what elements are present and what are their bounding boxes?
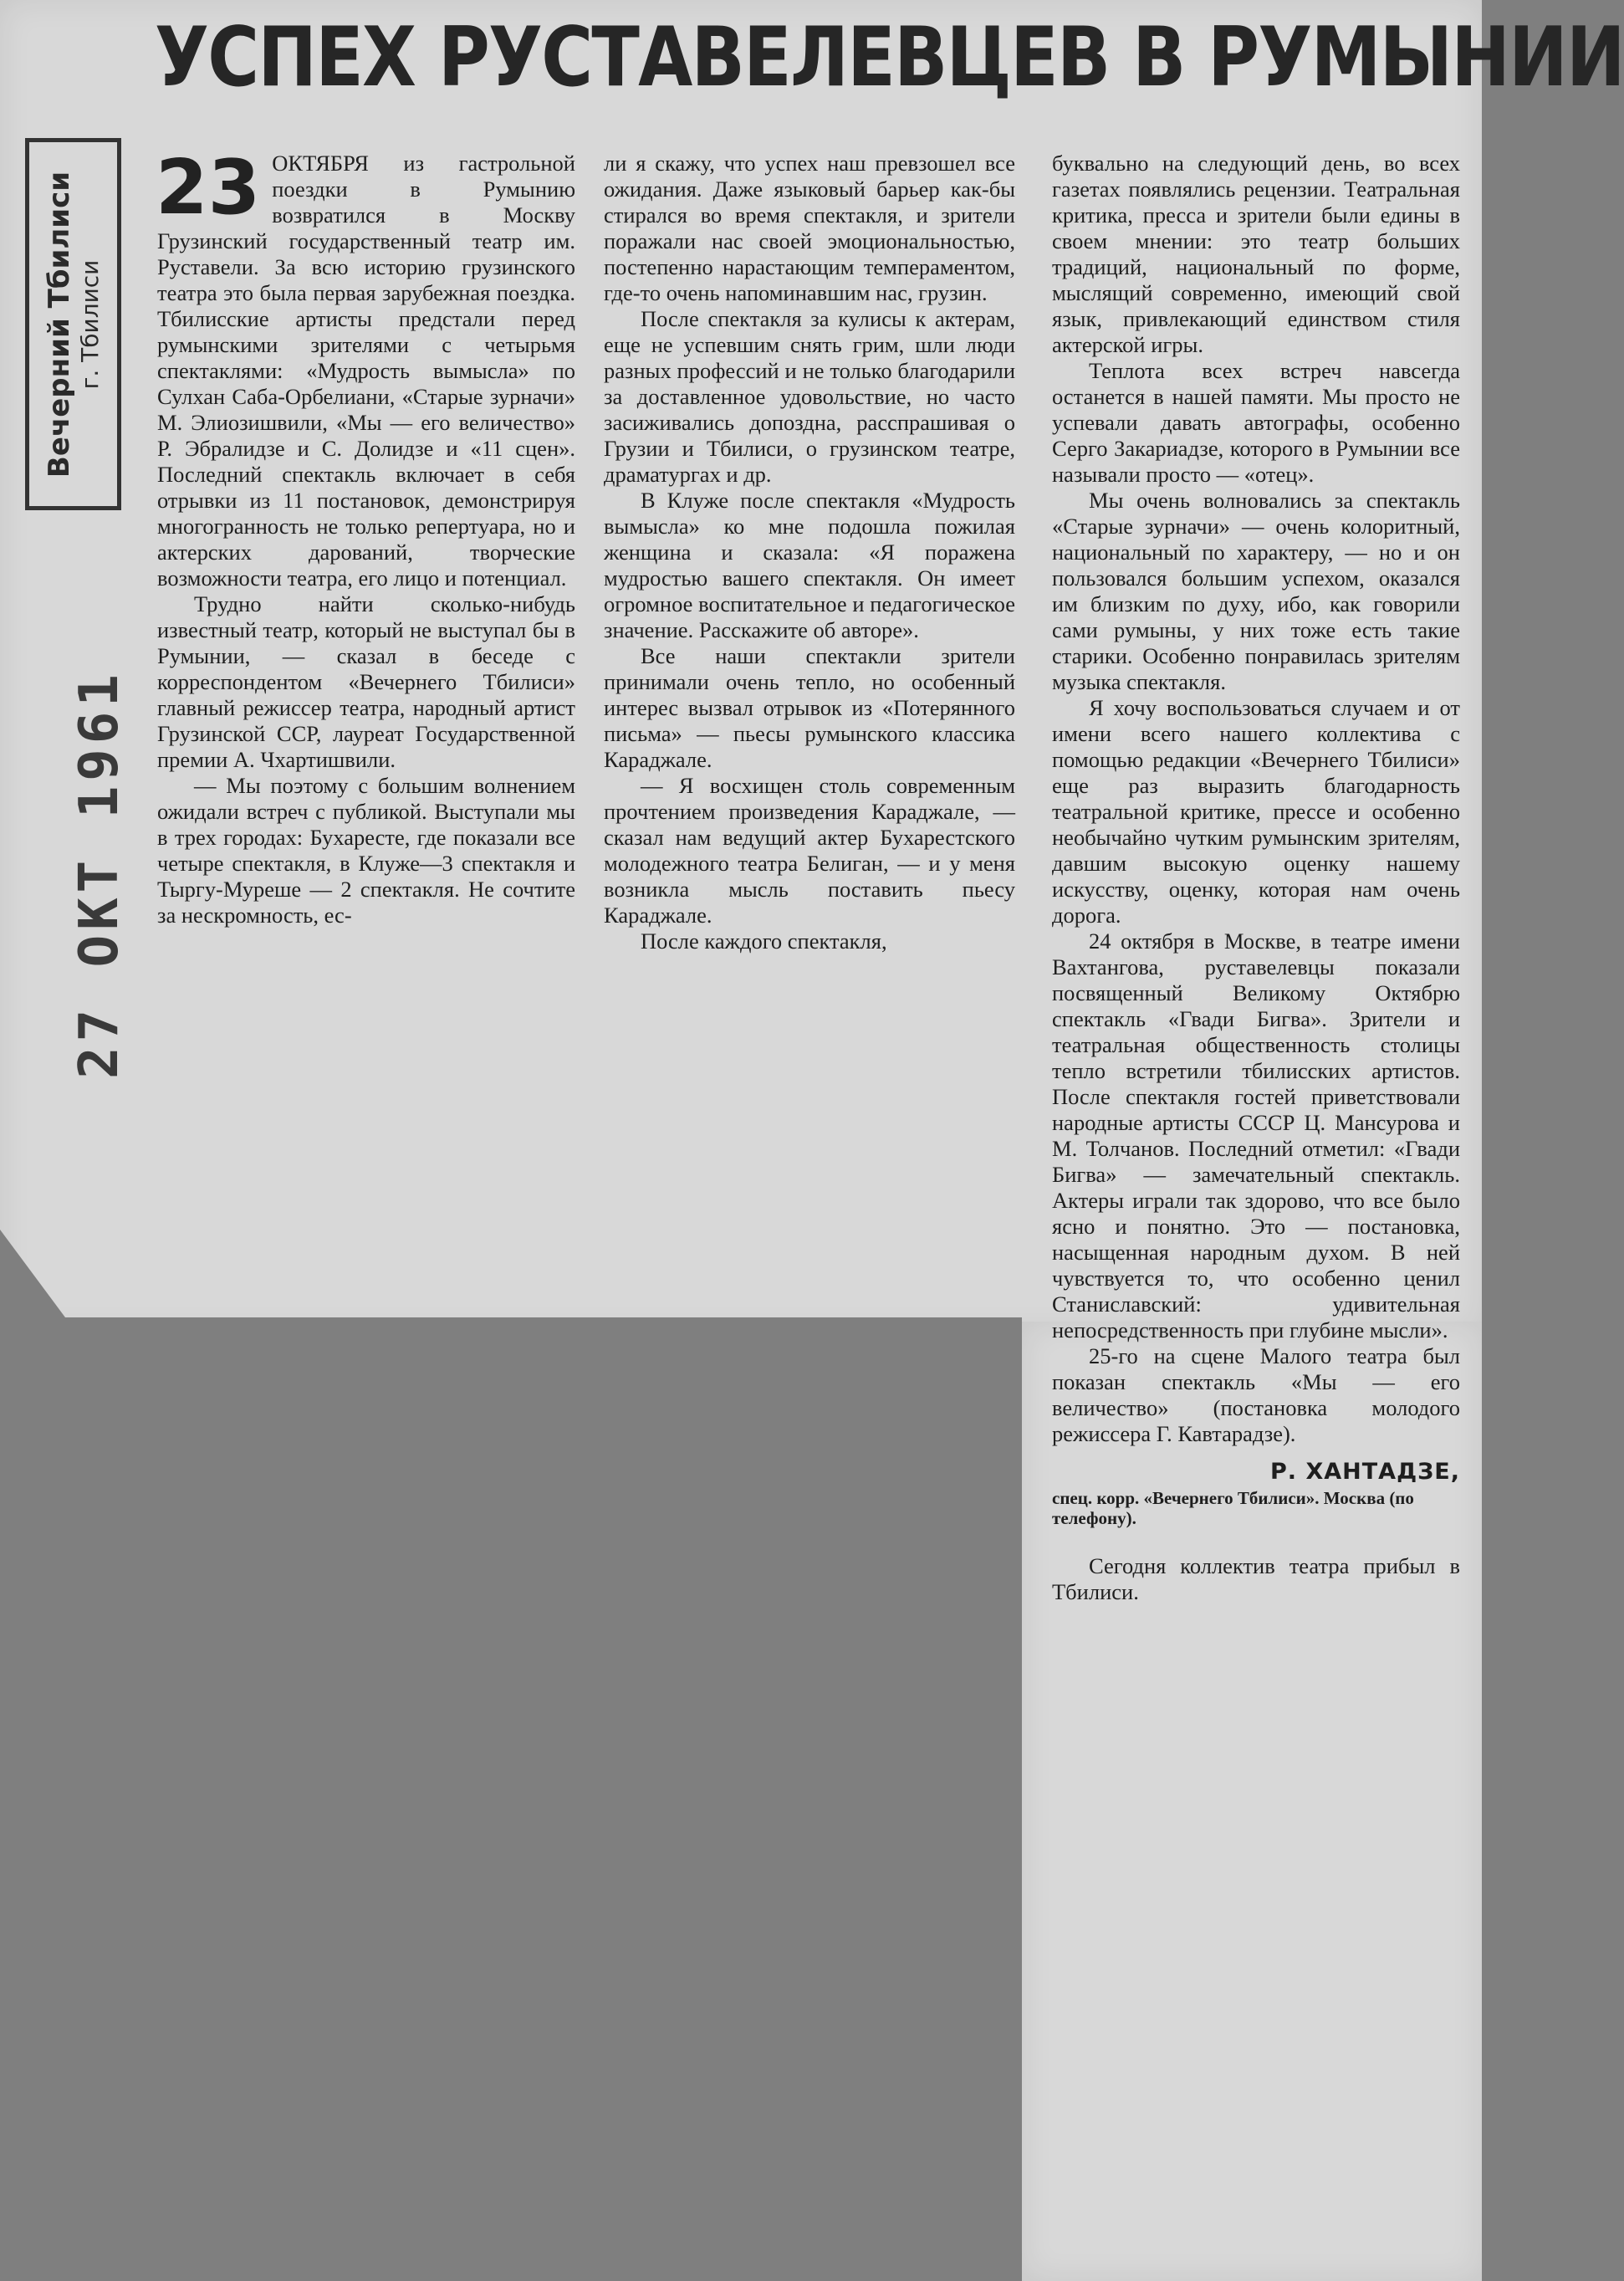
paragraph: Трудно найти сколько-нибудь известный театр, который не выступал бы в Румынии, — сказал в беседе с корреспондентом «Вечернего Тбилиси» главный режиссер театра, народный артист Грузинской ССР, лауреат Государственной премии А. Чхартишвили. [157,591,575,772]
column-3 [1052,151,1460,1605]
paragraph: — Мы поэтому с большим волнением ожидали встреч с публикой. Выступали мы в трех городах: Бухаресте, где показали все четыре спектакля, в Клуже—3 спектакля и Тыргу-Муреше — 2 спектакля. Не сочтите за нескромность, ес- [157,773,575,928]
author-byline: Р. ХАНТАДЗЕ, [1270,1459,1460,1485]
dropcap: 23 [156,144,261,232]
newspaper-stamp [25,138,121,510]
paragraph: 25-го на сцене Малого театра был показан спектакль «Мы — его величество» (постановка молодого режиссера Г. Кавтарадзе). [1052,1343,1460,1446]
paragraph: Теплота всех встреч навсегда останется в нашей памяти. Мы просто не успевали давать автографы, особенно Серго Закариадзе, которого в Румынии все называли просто — «отец». [1052,358,1460,487]
column-2 [604,151,1015,954]
paragraph: После каждого спектакля, [641,928,887,954]
paragraph: Мы очень волновались за спектакль «Старые зурначи» — очень колоритный, национальный по характеру, — но и он пользовался большим успехом, оказался им близким по духу, ибо, как говорили сами румыны, у них тоже есть такие старики. Особенно понравилась зрителям музыка спектакля. [1052,488,1460,694]
stamp-line2: г. Тбилиси [75,259,104,389]
paragraph: Все наши спектакли зрители принимали очень тепло, но особенный интерес вызвал отрывок из «Потерянного письма» — пьесы румынского классика Караджале. [604,643,1015,772]
date-stamp: 27 ОКТ 1961 [69,669,130,1079]
paragraph: 23 ОКТЯБРЯ из гастрольной поездки в Румынию возвратился в Москву Грузинский государственный театр им. Руставели. За всю историю грузинского театра это была первая зарубежная поездка. Тбилисские артисты предстали перед румынскими зрителями с четырьмя спектаклями: «Мудрость вымысла» по Сулхан Саба-Орбелиани, «Старые зурначи» М. Элиозишвили, «Мы — его величество» Р. Эбралидзе и С. Долидзе и «11 сцен». Последний спектакль включает в себя отрывки из 11 постановок, демонстрируя многогранность не только репертуара, но и актерских дарований, творческие возможности театра, его лицо и потенциал. [156,144,575,591]
paragraph: ли я скажу, что успех наш превзошел все ожидания. Даже языковый барьер как-бы стирался во время спектакля, и зрители поражали нас своей эмоциональностью, постепенно нарастающим темпераментом, где-то очень напоминавшим нас, грузин. [604,151,1015,305]
paragraph: 24 октября в Москве, в театре имени Вахтангова, руставелевцы показали посвященный Великому Октябрю спектакль «Гвади Бигва». Зрители и театральная общественность столицы тепло встретили тбилисских артистов. После спектакля гостей приветствовали народные артисты СССР Ц. Мансурова и М. Толчанов. Последний отметил: «Гвади Бигва» — замечательный спектакль. Актеры играли так здорово, что все было ясно и понятно. Это — постановка, насыщенная народным духом. В ней чувствуется то, что особенно ценил Станиславский: удивительная непосредственность при глубине мысли». [1052,928,1460,1343]
paragraph: буквально на следующий день, во всех газетах появлялись рецензии. Театральная критика, пресса и зрители были едины в своем мнении: это театр больших традиций, национальный по форме, мыслящий современно, имеющий свой язык, привлекающий единством стиля актерской игры. [1052,151,1460,357]
column-1 [156,144,575,928]
paragraph: Я хочу воспользоваться случаем и от имени всего нашего коллектива с помощью редакции «Вечернего Тбилиси» еще раз выразить благодарность театральной критике, прессе и особенно необычайно чутким румынским зрителям, давшим высокую оценку нашему искусству, оценку, которая нам очень дорога. [1052,695,1460,928]
headline: УСПЕХ РУСТАВЕЛЕВЦЕВ В РУМЫНИИ [155,10,1624,105]
stamp-line1: Вечерний Тбилиси [42,171,76,478]
paragraph: В Клуже после спектакля «Мудрость вымысла» ко мне подошла пожилая женщина и сказала: «Я поражена мудростью вашего спектакля. Он имеет огромное воспитательное и педагогическое значение. Расскажите об авторе». [604,488,1015,642]
paragraph: — Я восхищен столь современным прочтением произведения Караджале, — сказал нам ведущий актер Бухарестского молодежного театра Белиган, — и у меня возникла мысль поставить пьесу Караджале. [604,773,1015,928]
paragraph: Сегодня коллектив театра прибыл в Тбилиси. [1052,1553,1460,1604]
author-note: спец. корр. «Вечернего Тбилиси». Москва (по телефону). [1052,1488,1414,1528]
paragraph: После спектакля за кулисы к актерам, еще не успевшим снять грим, шли люди разных профессий и не только благодарили за доставленное удовольствие, но часто засиживались допоздна, расспрашивая о Грузии и Тбилиси, о грузинском театре, драматургах и др. [604,306,1015,487]
